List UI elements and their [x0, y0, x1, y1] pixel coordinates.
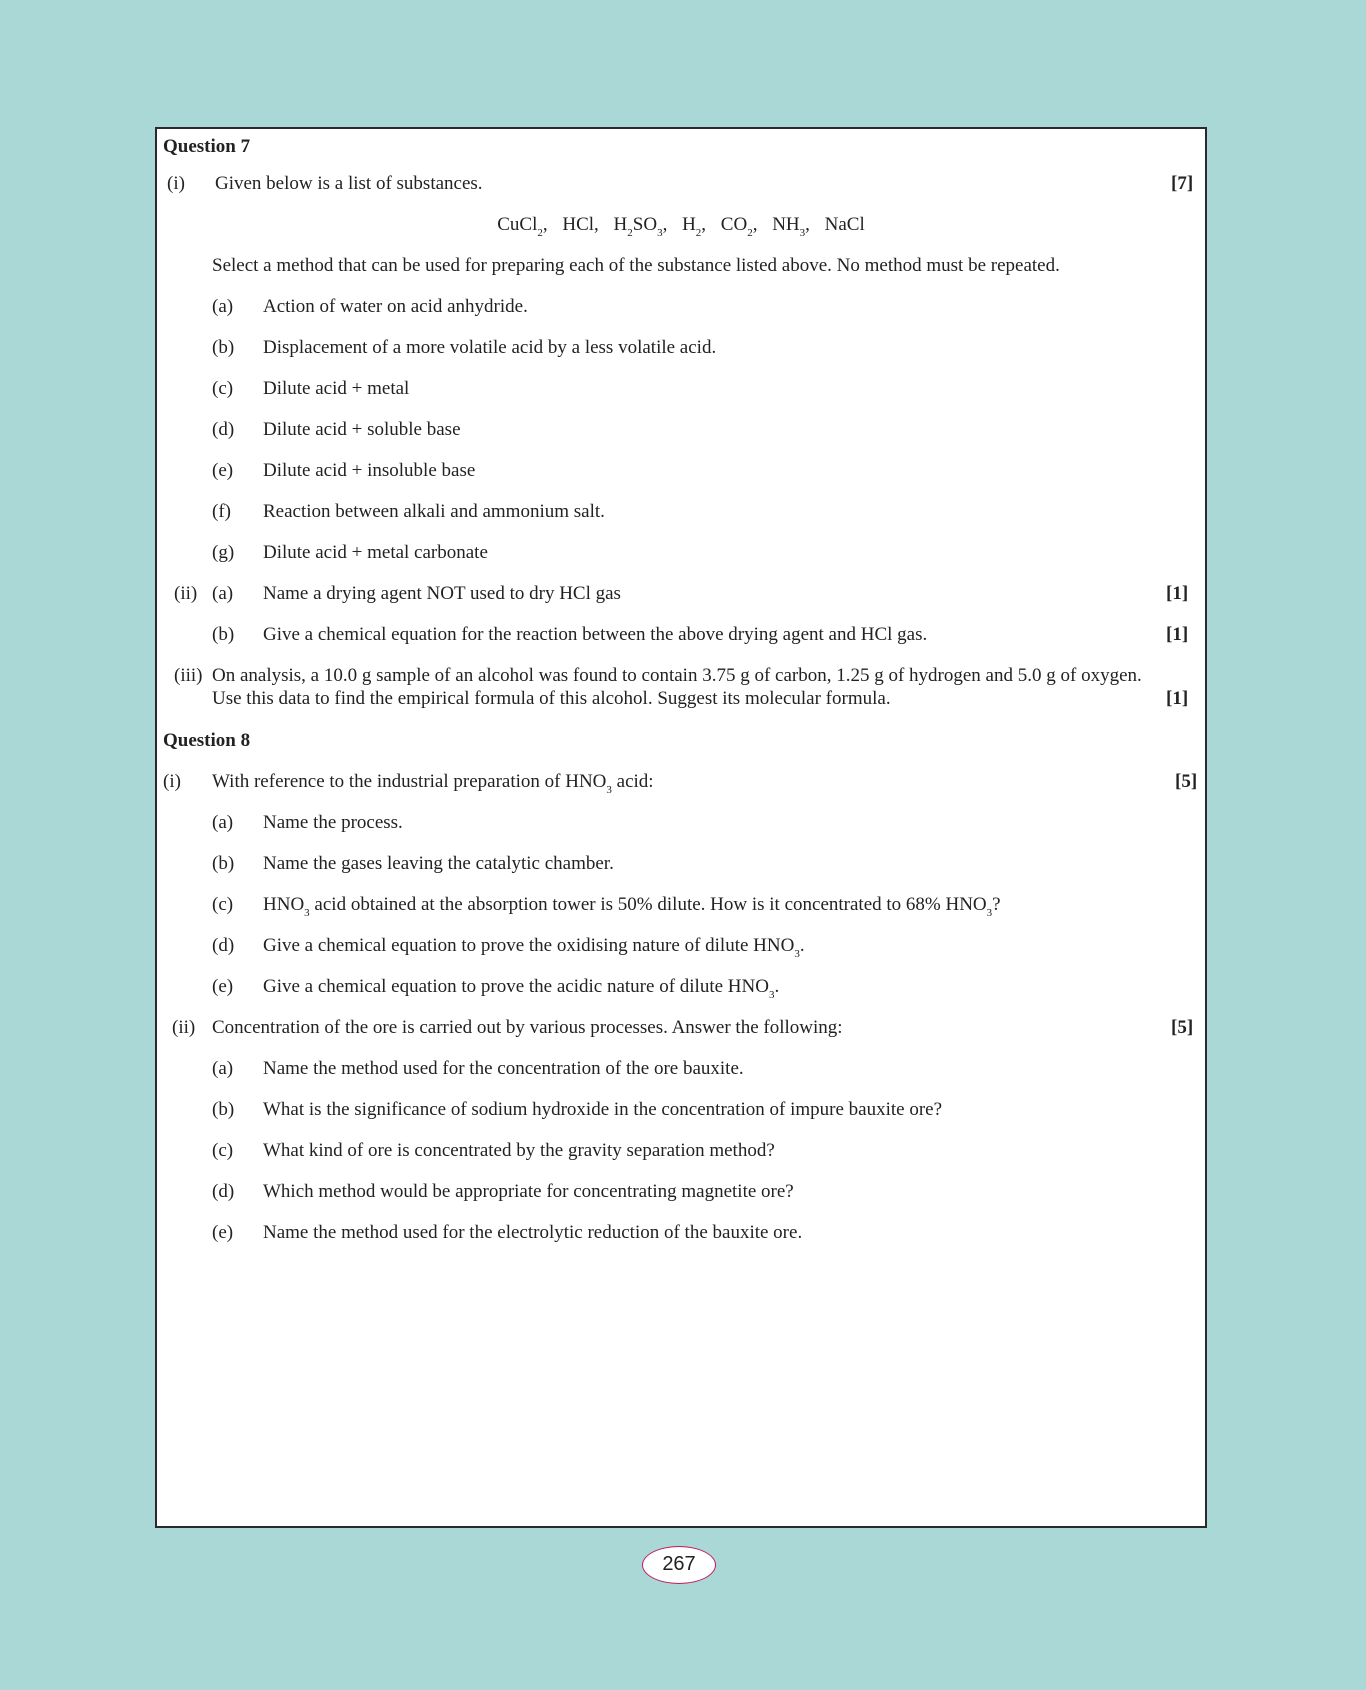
q7-iii-number: (iii): [174, 665, 203, 686]
q7-i-item-label: (e): [212, 460, 234, 481]
q7-i-item-label: (a): [212, 296, 234, 317]
q8-ii-item-label: (d): [212, 1181, 235, 1202]
q7-iii-marks: [1]: [1166, 688, 1189, 709]
q7-i-item-label: (b): [212, 337, 235, 358]
q7-ii-number: (ii): [174, 583, 198, 604]
q8-i-a-text: Name the process.: [263, 812, 403, 833]
q8-ii-item-text: Which method would be appropriate for concentrating magnetite ore?: [263, 1181, 794, 1202]
q7-i-item-text: Displacement of a more volatile acid by a less volatile acid.: [263, 337, 717, 358]
formula-co2: $CO_2$,: [720, 214, 758, 239]
q7-ii-a-label: (a): [212, 583, 234, 604]
q7-i-item-text: Dilute acid + insoluble base: [263, 460, 476, 481]
substance-list: [157, 214, 1205, 239]
q7-i-item-text: Dilute acid + soluble base: [263, 419, 461, 440]
q7-i-text: Given below is a list of substances.: [215, 173, 483, 194]
q8-i-d-text: Give a chemical equation to prove the oxidising nature of dilute $HNO_3$.: [263, 935, 805, 960]
question-7-title: Question 7: [163, 136, 251, 157]
q7-ii-b-marks: [1]: [1166, 624, 1189, 645]
q7-i-item-label: (c): [212, 378, 234, 399]
q8-ii-marks: [5]: [1171, 1017, 1194, 1038]
q8-i-number: (i): [163, 771, 181, 792]
q8-ii-item-label: (c): [212, 1140, 234, 1161]
q8-ii-number: (ii): [172, 1017, 196, 1038]
question-8-title: Question 8: [163, 730, 251, 751]
q8-i-b-text: Name the gases leaving the catalytic chamber.: [263, 853, 614, 874]
formula-hcl: HCl,: [562, 214, 599, 235]
q8-ii-item-text: Name the method used for the electrolytic reduction of the bauxite ore.: [263, 1222, 803, 1243]
q7-i-item-text: Dilute acid + metal: [263, 378, 410, 399]
q8-ii-item-text: What is the significance of sodium hydroxide in the concentration of impure bauxite ore?: [263, 1099, 943, 1120]
formula-cucl2: CuCl$_2$,: [497, 214, 548, 239]
q8-i-d-label: (d): [212, 935, 235, 956]
q8-ii-item-text: Name the method used for the concentration of the ore bauxite.: [263, 1058, 744, 1079]
q7-ii-b-text: Give a chemical equation for the reaction between the above drying agent and HCl gas.: [263, 624, 928, 645]
formula-nacl: NaCl: [824, 214, 865, 235]
formula-nh3: $NH_3$,: [772, 214, 810, 239]
q7-i-item-label: (f): [212, 501, 231, 522]
q8-ii-item-label: (b): [212, 1099, 235, 1120]
q8-i-b-label: (b): [212, 853, 235, 874]
q7-ii-b-label: (b): [212, 624, 235, 645]
q7-iii-line1: On analysis, a 10.0 g sample of an alcohol was found to contain 3.75 g of carbon, 1.25 g of hydrogen and 5.0 g of oxygen.: [212, 665, 1142, 686]
q8-i-e-text: Give a chemical equation to prove the acidic nature of dilute $HNO_3$.: [263, 976, 780, 1001]
q7-i-item-text: Reaction between alkali and ammonium salt.: [263, 501, 605, 522]
formula-h2so3: $H_2SO_3$,: [613, 214, 668, 239]
q8-i-a-label: (a): [212, 812, 234, 833]
q8-i-c-label: (c): [212, 894, 234, 915]
q8-i-e-label: (e): [212, 976, 234, 997]
q8-i-text: With reference to the industrial preparation of $HNO_3$ acid:: [212, 771, 654, 796]
q7-i-number: (i): [167, 173, 185, 194]
q7-i-marks: [7]: [1171, 173, 1194, 194]
q8-ii-item-text: What kind of ore is concentrated by the gravity separation method?: [263, 1140, 775, 1161]
q7-ii-a-marks: [1]: [1166, 583, 1189, 604]
q8-ii-item-label: (e): [212, 1222, 234, 1243]
page-number: 267: [642, 1546, 716, 1584]
q8-i-c-text: $HNO_3$ acid obtained at the absorption tower is 50% dilute. How is it concentrated to 68% $HNO_3$?: [263, 894, 1001, 919]
q8-i-marks: [5]: [1175, 771, 1198, 792]
q7-ii-a-text: Name a drying agent NOT used to dry HCl gas: [263, 583, 621, 604]
question-page: [155, 127, 1207, 1528]
q7-i-item-text: Dilute acid + metal carbonate: [263, 542, 488, 563]
q7-iii-line2: Use this data to find the empirical formula of this alcohol. Suggest its molecular formula.: [212, 688, 891, 709]
q8-ii-item-label: (a): [212, 1058, 234, 1079]
q7-i-item-label: (g): [212, 542, 235, 563]
formula-h2: $H_2$,: [682, 214, 707, 239]
q7-i-item-label: (d): [212, 419, 235, 440]
q8-ii-text: Concentration of the ore is carried out by various processes. Answer the following:: [212, 1017, 843, 1038]
q7-i-instruction: Select a method that can be used for preparing each of the substance listed above. No method must be repeated.: [212, 255, 1060, 276]
q7-i-item-text: Action of water on acid anhydride.: [263, 296, 528, 317]
